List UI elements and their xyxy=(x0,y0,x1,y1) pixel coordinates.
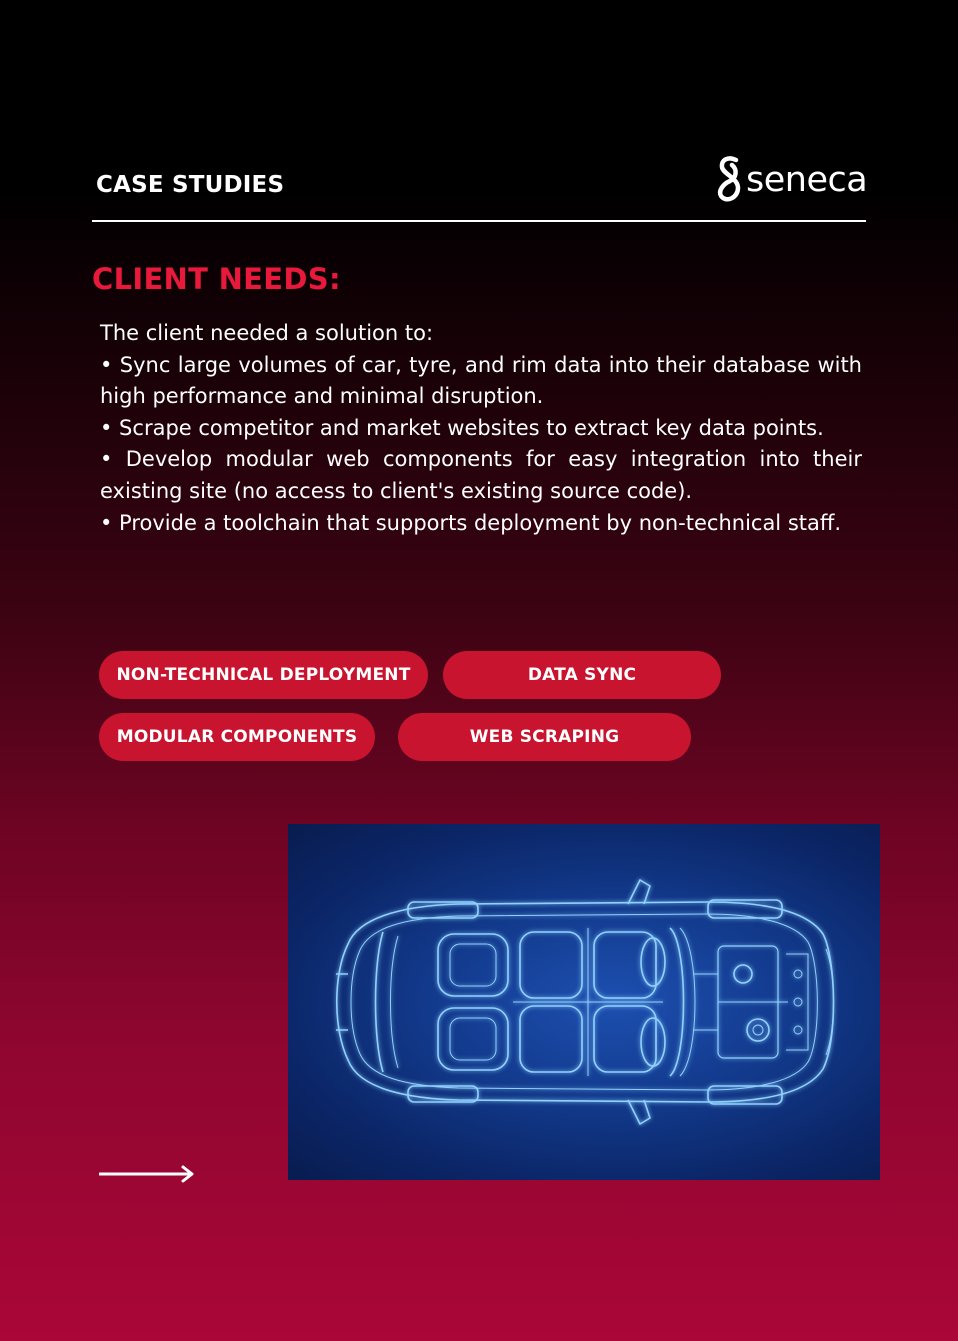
arrow-right-icon[interactable] xyxy=(99,1164,197,1184)
intro-text: The client needed a solution to: xyxy=(100,321,434,345)
tag-data-sync: DATA SYNC xyxy=(443,651,721,699)
bullet-item: • Develop modular web components for easy integration into their existing site (no access to client's existing source code). xyxy=(100,447,862,503)
body-text xyxy=(100,318,862,539)
seneca-logo xyxy=(716,152,871,208)
tag-non-technical-deployment: NON-TECHNICAL DEPLOYMENT xyxy=(99,651,428,699)
logo-text: seneca xyxy=(746,159,868,200)
car-blueprint-image xyxy=(288,824,880,1180)
tag-web-scraping: WEB SCRAPING xyxy=(398,713,691,761)
bullet-item: • Sync large volumes of car, tyre, and rim data into their database with high performance and minimal disruption. xyxy=(100,352,862,409)
header-divider xyxy=(92,220,866,222)
car-blueprint-icon xyxy=(288,824,880,1180)
header-title: CASE STUDIES xyxy=(96,172,285,198)
section-title: CLIENT NEEDS: xyxy=(92,262,341,296)
bullet-item: • Scrape competitor and market websites to extract key data points. xyxy=(100,415,824,440)
seneca-logo-icon xyxy=(716,154,744,206)
tag-modular-components: MODULAR COMPONENTS xyxy=(99,713,375,761)
bullet-item: • Provide a toolchain that supports deployment by non-technical staff. xyxy=(100,510,842,535)
